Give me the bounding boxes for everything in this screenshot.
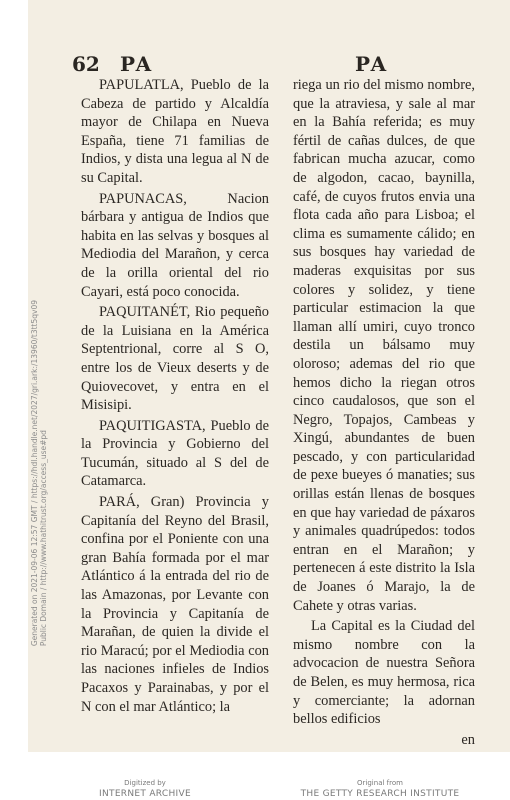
original-from-credit bbox=[290, 778, 470, 800]
capital-paragraph: La Capital es la Ciudad del mismo nombre con la advocacion de nuestra Señora de Belen, es muy hermosa, rica y comerciante; la adornan bellos edificios bbox=[293, 618, 475, 728]
left-running-head: PA bbox=[120, 52, 154, 76]
internet-archive-label: INTERNET ARCHIVE bbox=[99, 789, 191, 799]
entry-para-continuation: riega un rio del mismo nombre, que la atraviesa, y sale al mar en la Bahía referida; es muy fértil de cañas dulces, de que fabrican mucha azucar, como de algodon, cacao, baynilla, café, de cuyos frutos envia una flota cada año para Lisboa; el clima es sumamente cálido; en sus bosques hay variedad de maderas exquisitas por sus colores y solidez, y tiene particular estimacion la que llaman allí umiri, cuyo tronco destila un bálsamo muy oloroso; ademas del rio que hemos dicho la riegan otros cinco caudalosos, que son el Negro, Topajos, Cambeas y Xingú, abundantes de buen pescado, y con particularidad de pexe bueyes ó manaties; sus orillas están llenas de bosques en que hay variedad de páxaros y animales quadrúpedos: todos entran en el Marañon; y pertenecen á este distrito la Isla de Joanes ó Marajo, la de Cahete y otras varias. bbox=[293, 77, 475, 614]
margin-note-line-2: Public Domain / http://www.hathitrust.org/access_use#pd bbox=[39, 430, 48, 647]
catchword: en bbox=[461, 731, 475, 748]
digitized-by-credit bbox=[70, 778, 220, 800]
entry-papulatla: PAPULATLA, Pueblo de la Cabeza de partido y Alcaldía mayor de Chilapa en Nueva España, tiene 71 familias de Indios, y dista una legua al N de su Capital. bbox=[81, 77, 269, 186]
footer bbox=[0, 752, 510, 800]
entry-para: PARÁ, Gran) Provincia y Capitanía del Reyno del Brasil, confina por el Poniente con una gran Bahía formada por el mar Atlántico á la entrada del rio de las Amazonas, por Levante con la Provincia y Capitanía de Marañan, de quien la divide el rio Maracú; por el Mediodia con las naciones infieles de Indios Pacaxos y Parainabas, y por el N con el mar Atlántico; la bbox=[81, 494, 269, 715]
page-number: 62 bbox=[72, 52, 100, 76]
margin-note-line-1: Generated on 2021-09-06 12:57 GMT / https://hdl.handle.net/2027/gri.ark:/13960/t3tt5qv09 bbox=[30, 300, 39, 647]
margin-note bbox=[30, 300, 48, 646]
digitized-by-label: Digitized by bbox=[124, 779, 166, 787]
entry-papunacas: PAPUNACAS, Nacion bárbara y antigua de Indios que habita en las selvas y bosques al Mediodia del Marañon, y cerca de la orilla oriental del rio Cayari, está poco conocida. bbox=[81, 190, 269, 300]
right-column bbox=[293, 76, 475, 749]
right-running-head: PA bbox=[355, 52, 389, 76]
entry-paquitigasta: PAQUITIGASTA, Pueblo de la Provincia y Gobierno del Tucumán, situado al S del de Catamarca. bbox=[81, 417, 269, 490]
entry-paquitanet: PAQUITANÉT, Rio pequeño de la Luisiana en la América Septentrional, corre al S O, entre los de Vieux deserts y de Quiovecovet, y entra en el Misisipi. bbox=[81, 304, 269, 414]
getty-label: THE GETTY RESEARCH INSTITUTE bbox=[300, 789, 460, 799]
left-column bbox=[81, 76, 269, 718]
original-from-label: Original from bbox=[357, 779, 403, 787]
